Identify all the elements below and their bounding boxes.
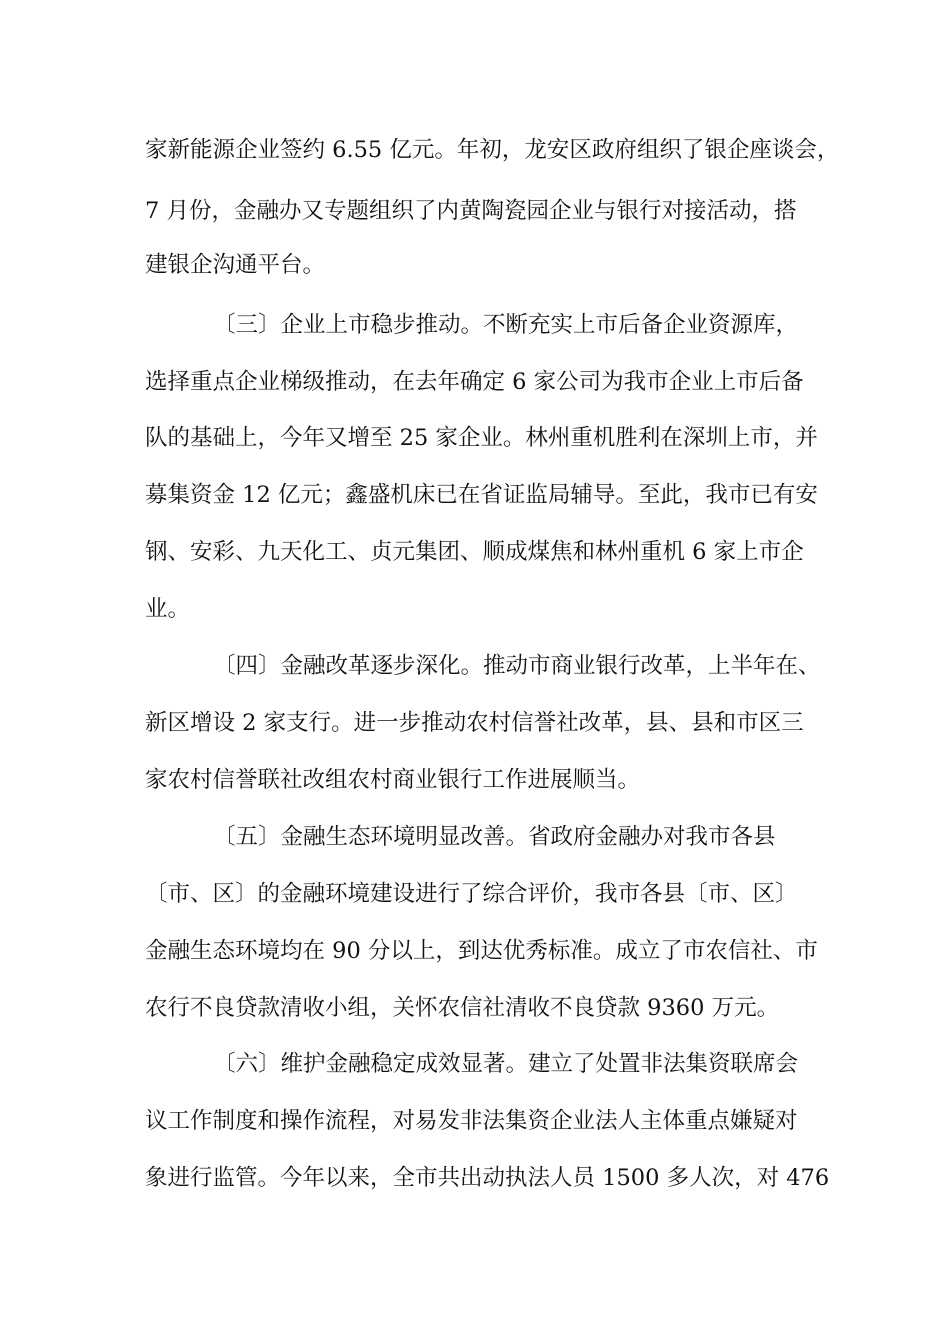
text-line: 新区增设 2 家支行。进一步推动农村信誉社改革，县、县和市区三	[145, 710, 804, 736]
text-line: 选择重点企业梯级推动，在去年确定 6 家公司为我市企业上市后备	[145, 369, 804, 395]
text-line: 7 月份，金融办又专题组织了内黄陶瓷园企业与银行对接活动，搭	[145, 198, 797, 224]
text-line: 队的基础上，今年又增至 25 家企业。林州重机胜利在深圳上市，并	[145, 425, 818, 451]
text-line: 募集资金 12 亿元；鑫盛机床已在省证监局辅导。至此，我市已有安	[145, 482, 818, 508]
paragraph-start-line: 〔六〕维护金融稳定成效显著。建立了处置非法集资联席会	[213, 1051, 799, 1077]
text-line: 〔市、区〕的金融环境建设进行了综合评价，我市各县〔市、区〕	[145, 881, 798, 907]
text-line: 农行不良贷款清收小组，关怀农信社清收不良贷款 9360 万元。	[145, 995, 780, 1021]
text-line: 钢、安彩、九天化工、贞元集团、顺成煤焦和林州重机 6 家上市企	[145, 539, 804, 565]
paragraph-start-line: 〔四〕金融改革逐步深化。推动市商业银行改革，上半年在、	[213, 653, 821, 679]
text-line: 象进行监管。今年以来，全市共出动执法人员 1500 多人次，对 476	[145, 1165, 830, 1191]
text-line: 业。	[145, 596, 191, 622]
paragraph-start-line: 〔三〕企业上市稳步推动。不断充实上市后备企业资源库，	[213, 312, 799, 338]
paragraph-start-line: 〔五〕金融生态环境明显改善。省政府金融办对我市各县	[213, 824, 776, 850]
text-line: 金融生态环境均在 90 分以上，到达优秀标准。成立了市农信社、市	[145, 938, 818, 964]
text-line: 家农村信誉联社改组农村商业银行工作进展顺当。	[145, 767, 641, 793]
text-line: 建银企沟通平台。	[145, 252, 326, 278]
text-line: 议工作制度和操作流程，对易发非法集资企业法人主体重点嫌疑对	[145, 1108, 798, 1134]
text-line: 家新能源企业签约 6.55 亿元。年初，龙安区政府组织了银企座谈会，	[145, 137, 840, 163]
